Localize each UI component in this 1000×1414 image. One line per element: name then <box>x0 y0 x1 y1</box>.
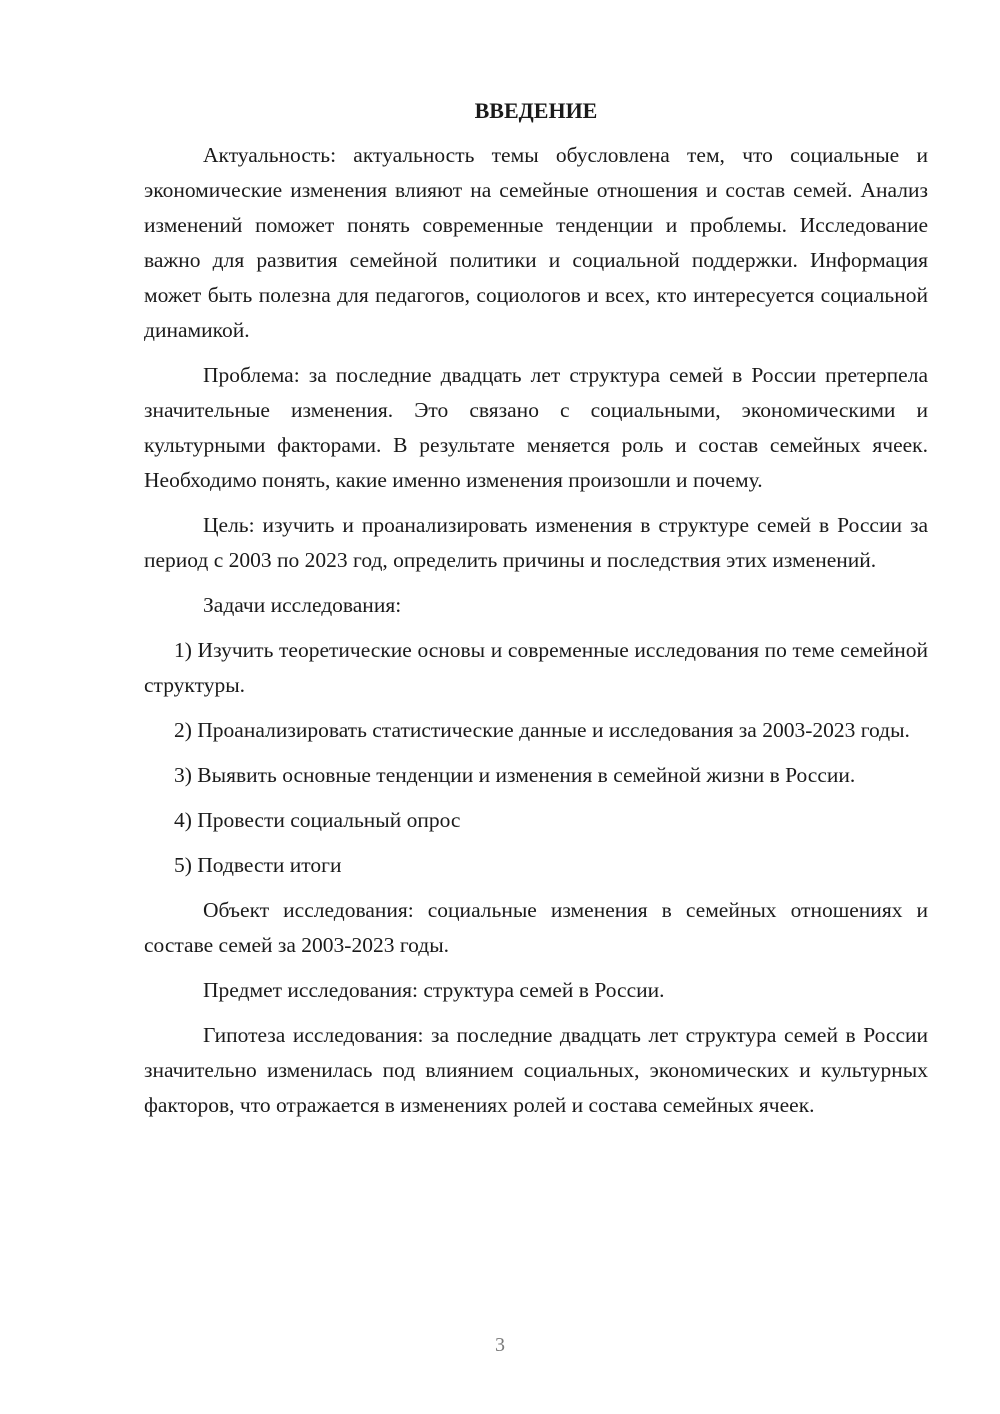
task-item-5: 5) Подвести итоги <box>174 853 342 877</box>
problem-paragraph: Проблема: за последние двадцать лет структура семей в России претерпела значительные изменения. Это связано с социальными, экономическими и культурными факторами. В результате меняется роль и состав семейных ячеек. Необходимо понять, какие именно изменения произошли и почему. <box>144 363 928 492</box>
task-item-2: 2) Проанализировать статистические данные и исследования за 2003-2023 годы. <box>174 718 910 742</box>
task-item-4: 4) Провести социальный опрос <box>174 808 461 832</box>
relevance-paragraph: Актуальность: актуальность темы обусловлена тем, что социальные и экономические изменения влияют на семейные отношения и состав семей. Анализ изменений поможет понять современные тенденции и проблемы. Исследование важно для развития семейной политики и социальной поддержки. Информация может быть полезна для педагогов, социологов и всех, кто интересуется социальной динамикой. <box>144 143 928 342</box>
document-page <box>144 96 928 1133</box>
task-item-1: 1) Изучить теоретические основы и современные исследования по теме семейной структуры. <box>144 638 928 697</box>
task-item-3: 3) Выявить основные тенденции и изменения в семейной жизни в России. <box>174 763 856 787</box>
tasks-heading: Задачи исследования: <box>203 593 402 617</box>
section-heading: ВВЕДЕНИЕ <box>474 98 598 123</box>
goal-paragraph: Цель: изучить и проанализировать изменения в структуре семей в России за период с 2003 по 2023 год, определить причины и последствия этих изменений. <box>144 513 928 572</box>
hypothesis-paragraph: Гипотеза исследования: за последние двадцать лет структура семей в России значительно изменилась под влиянием социальных, экономических и культурных факторов, что отражается в изменениях ролей и состава семейных ячеек. <box>144 1023 928 1117</box>
subject-paragraph: Предмет исследования: структура семей в России. <box>203 978 665 1002</box>
page-number: 3 <box>495 1334 505 1356</box>
object-paragraph: Объект исследования: социальные изменения в семейных отношениях и составе семей за 2003-2023 годы. <box>144 898 928 957</box>
